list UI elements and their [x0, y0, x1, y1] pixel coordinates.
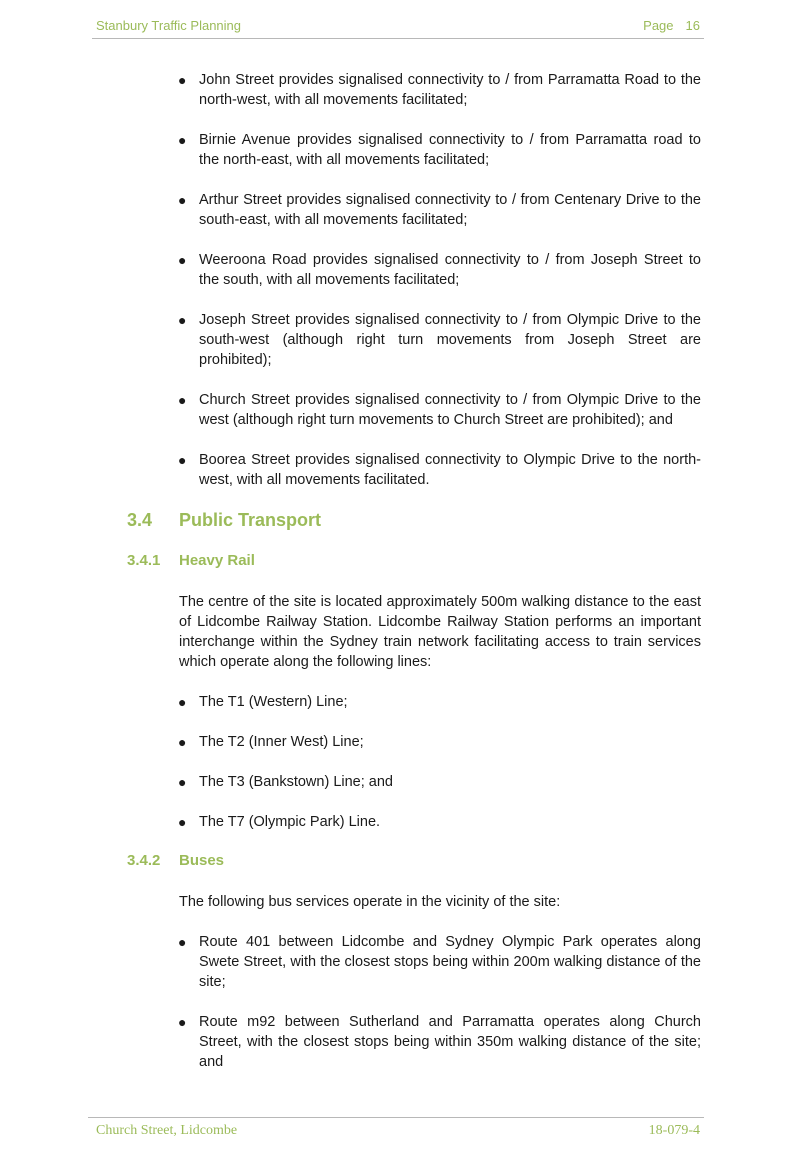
list-item-text: Route 401 between Lidcombe and Sydney Olympic Park operates along Swete Street, with the closest stops being within 200m walking distance of the site;	[199, 934, 701, 990]
section-number: 3.4.1	[127, 552, 161, 569]
list-item-text: Arthur Street provides signalised connectivity to / from Centenary Drive to the south-east, with all movements facilitated;	[199, 192, 701, 228]
list-item	[178, 692, 701, 712]
page-label: Page	[643, 18, 674, 33]
bullet-icon: ●	[178, 452, 187, 468]
section-heading-public-transport	[0, 510, 796, 532]
list-item-text: Joseph Street provides signalised connectivity to / from Olympic Drive to the south-west (although right turn movements from Joseph Street are prohibited);	[199, 312, 701, 368]
list-item	[178, 130, 701, 170]
section-number: 3.4	[127, 510, 153, 530]
list-item	[178, 310, 701, 370]
section-title: Public Transport	[179, 510, 322, 530]
list-item-text: Church Street provides signalised connectivity to / from Olympic Drive to the west (although right turn movements to Church Street are prohibited); and	[199, 392, 701, 428]
bullet-icon: ●	[178, 392, 187, 408]
list-item-text: Weeroona Road provides signalised connectivity to / from Joseph Street to the south, with all movements facilitated;	[199, 252, 701, 288]
bullet-icon: ●	[178, 694, 187, 710]
bullet-icon: ●	[178, 72, 187, 88]
section-number: 3.4.2	[127, 852, 161, 869]
section-heading-heavy-rail	[0, 552, 796, 572]
bullet-icon: ●	[178, 252, 187, 268]
list-item-text: Birnie Avenue provides signalised connectivity to / from Parramatta road to the north-east, with all movements facilitated;	[199, 132, 701, 168]
list-item	[178, 772, 701, 792]
bullet-icon: ●	[178, 934, 187, 950]
list-item-text: The T2 (Inner West) Line;	[199, 734, 364, 750]
bullet-icon: ●	[178, 312, 187, 328]
page-number: 16	[685, 18, 700, 33]
list-item	[178, 812, 701, 832]
list-item-text: The T7 (Olympic Park) Line.	[199, 814, 381, 830]
intersections-list	[0, 70, 796, 490]
list-item	[178, 450, 701, 490]
list-item	[178, 932, 701, 992]
list-item	[178, 190, 701, 230]
bullet-icon: ●	[178, 1014, 187, 1030]
section-heading-buses	[0, 852, 796, 872]
header-company: Stanbury Traffic Planning	[96, 18, 242, 33]
list-item	[178, 732, 701, 752]
list-item-text: The T1 (Western) Line;	[199, 694, 348, 710]
list-item	[178, 250, 701, 290]
list-item	[178, 70, 701, 110]
footer-reference: 18-079-4	[648, 1123, 700, 1138]
section-title: Buses	[179, 852, 225, 869]
page-content	[0, 70, 796, 1092]
list-item	[178, 390, 701, 430]
buses-paragraph: The following bus services operate in the vicinity of the site:	[179, 894, 561, 910]
list-item-text: The T3 (Bankstown) Line; and	[199, 774, 393, 790]
list-item-text: John Street provides signalised connectivity to / from Parramatta Road to the north-west, with all movements facilitated;	[199, 72, 701, 108]
bus-routes-list	[0, 932, 796, 1072]
heavy-rail-paragraph: The centre of the site is located approximately 500m walking distance to the east of Lidcombe Railway Station. Lidcombe Railway Station performs an important interchange within the Sydney train network facilitating access to train services which operate along the following lines:	[179, 594, 701, 670]
section-title: Heavy Rail	[179, 552, 255, 569]
bullet-icon: ●	[178, 192, 187, 208]
list-item-text: Boorea Street provides signalised connectivity to Olympic Drive to the north-west, with all movements facilitated.	[199, 452, 701, 488]
train-lines-list	[0, 692, 796, 832]
bullet-icon: ●	[178, 774, 187, 790]
list-item	[178, 1012, 701, 1072]
page-footer	[88, 1117, 704, 1148]
bullet-icon: ●	[178, 814, 187, 830]
footer-location: Church Street, Lidcombe	[96, 1123, 238, 1138]
bullet-icon: ●	[178, 132, 187, 148]
header-page	[643, 18, 700, 33]
page-header	[92, 16, 704, 39]
list-item-text: Route m92 between Sutherland and Parramatta operates along Church Street, with the closest stops being within 350m walking distance of the site; and	[199, 1014, 701, 1070]
bullet-icon: ●	[178, 734, 187, 750]
